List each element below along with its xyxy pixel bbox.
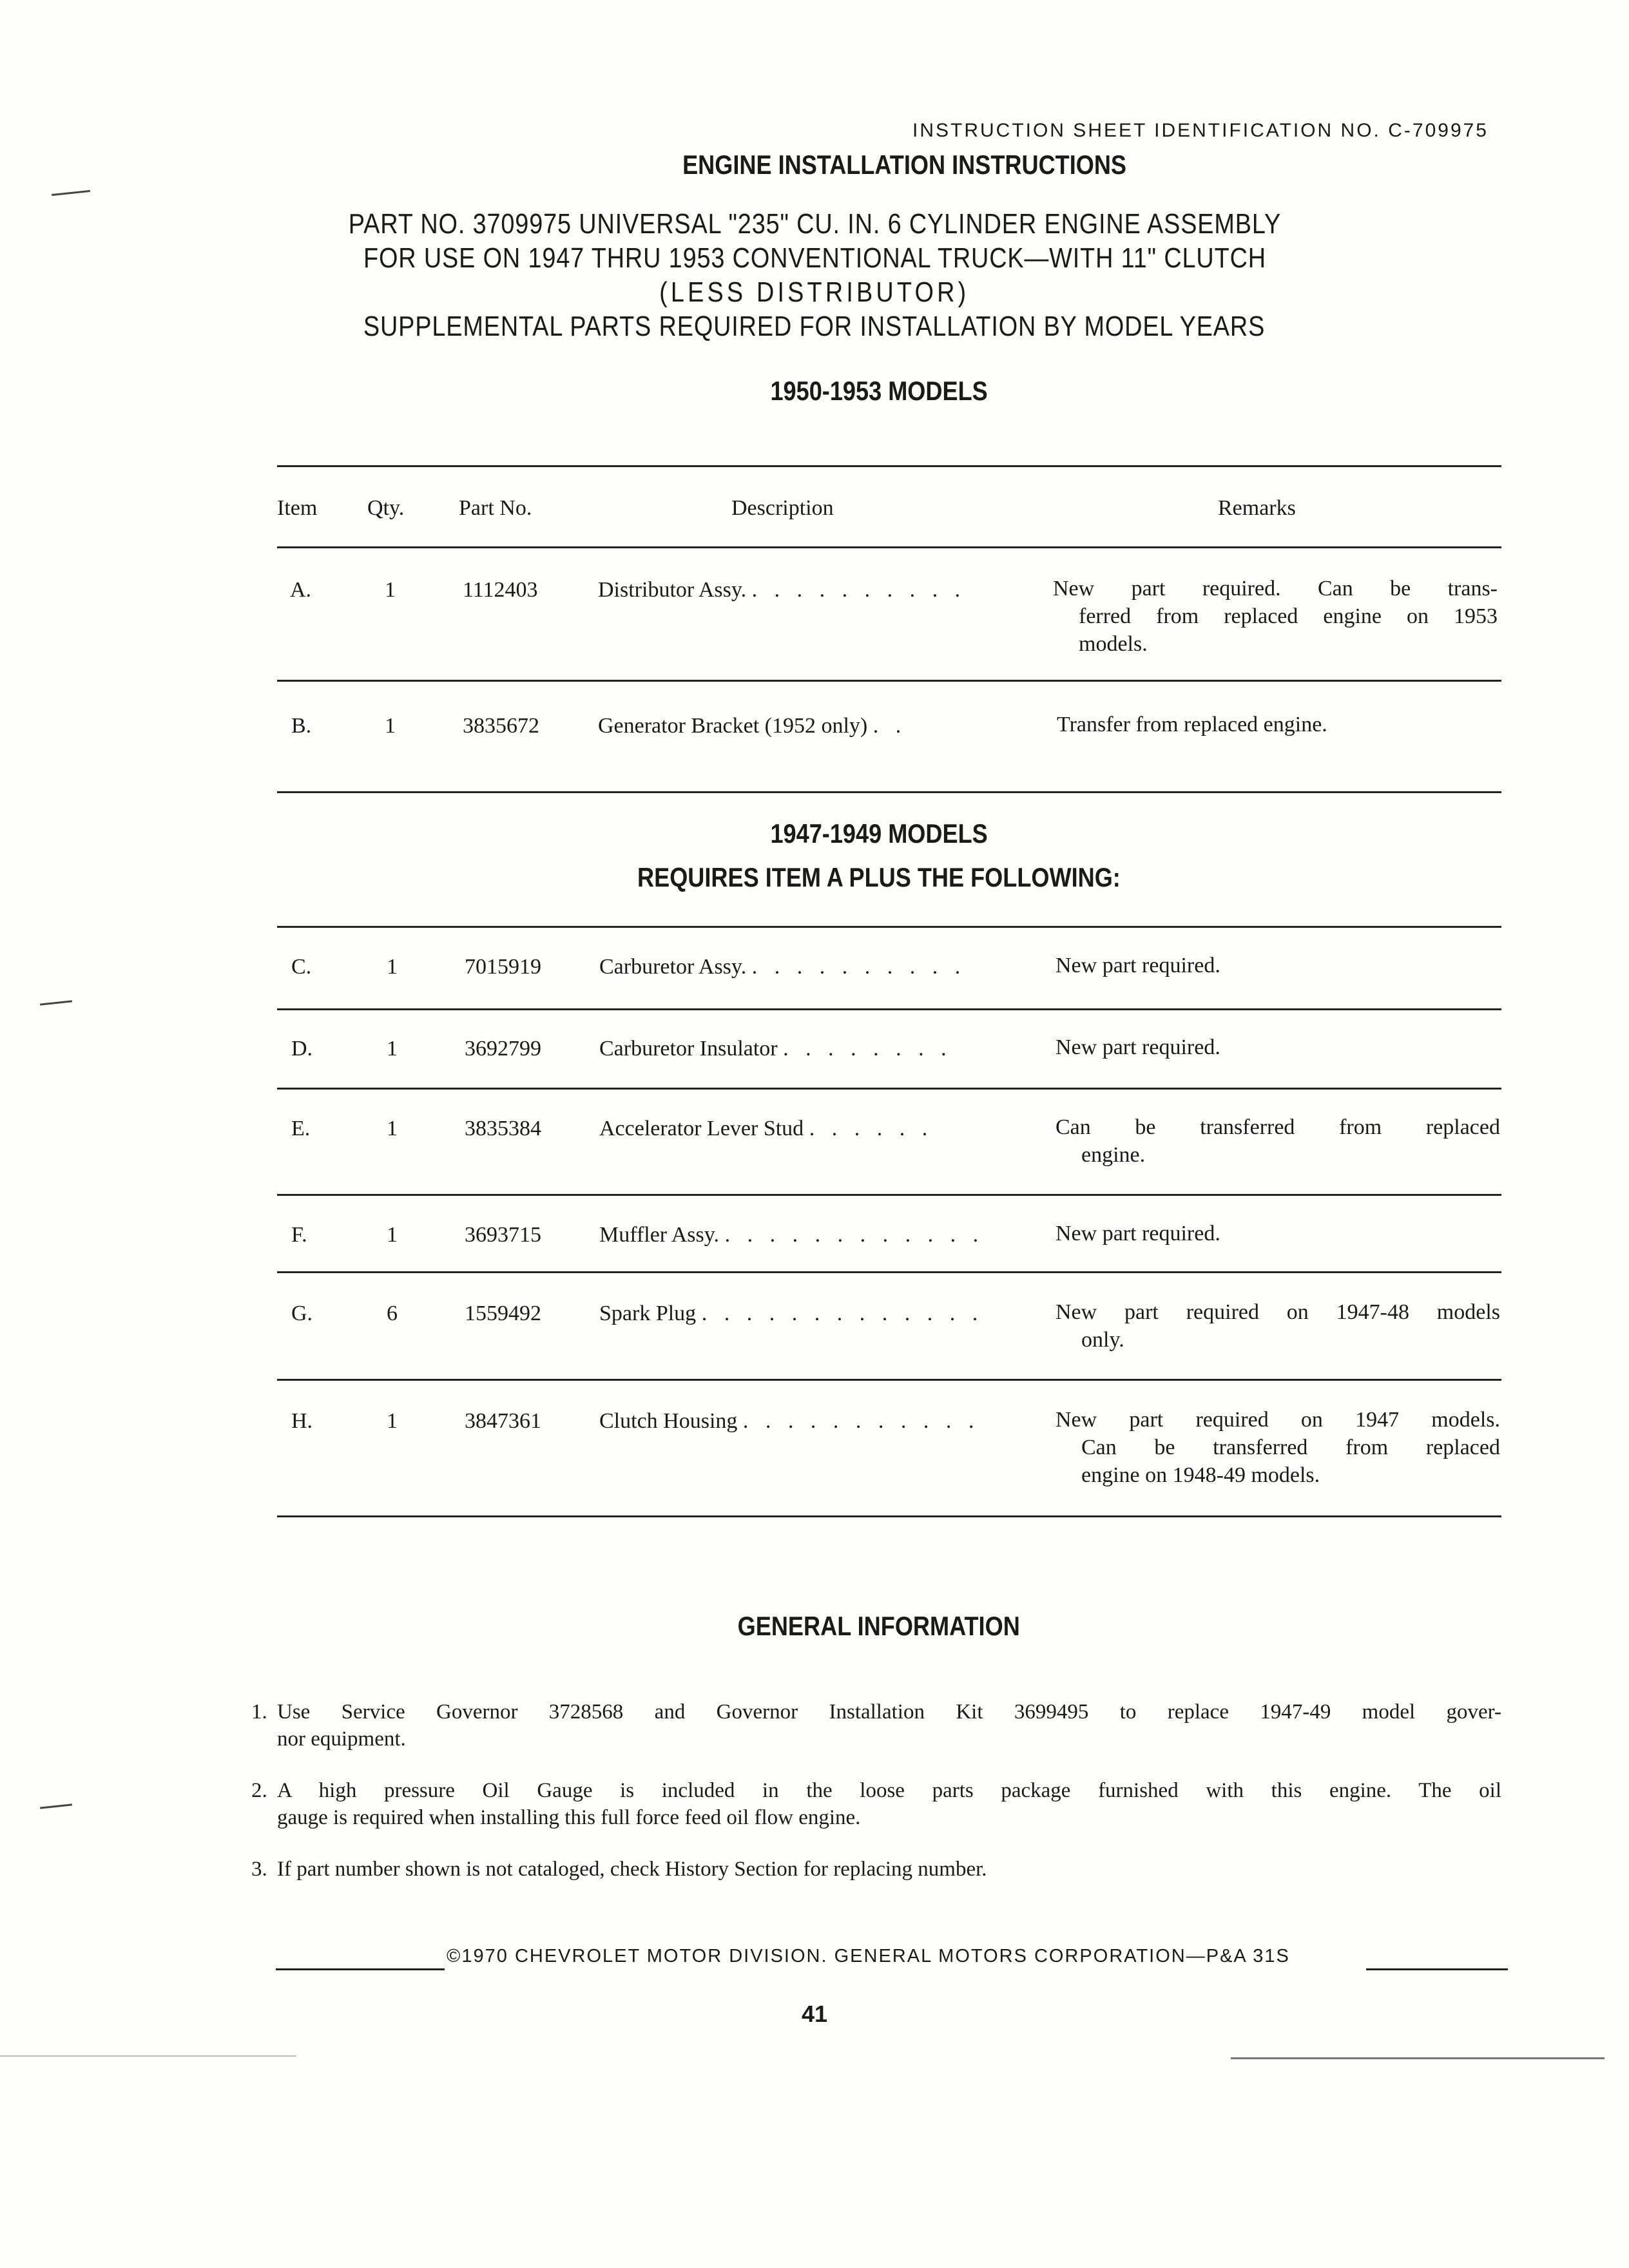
col-header-qty: Qty. xyxy=(367,496,405,520)
item-part-no: 3835672 xyxy=(463,714,539,738)
scan-edge-line xyxy=(1231,2057,1605,2059)
item-letter: G. xyxy=(291,1302,313,1325)
item-remarks: New part required. xyxy=(1055,1035,1220,1059)
item-description: Muffler Assy. . . . . . . . . . . . . xyxy=(599,1223,985,1247)
general-info-item: 2. A high pressure Oil Gauge is included in the loose parts package furnished with this engine. The oil gauge is required when installing this full force feed oil flow engine. xyxy=(277,1777,1501,1831)
subtitle-line-1: PART NO. 3709975 UNIVERSAL "235" CU. IN. 6 CYLINDER ENGINE ASSEMBLY xyxy=(348,208,1281,240)
item-remarks: New part required. Can be trans- ferred from replaced engine on 1953 models. xyxy=(1053,577,1498,656)
sheet-identification: INSTRUCTION SHEET IDENTIFICATION NO. C-709975 xyxy=(912,120,1489,141)
item-letter: E. xyxy=(291,1117,311,1140)
item-qty: 1 xyxy=(387,1223,398,1247)
item-part-no: 3847361 xyxy=(465,1409,541,1433)
row-rule xyxy=(277,1088,1501,1090)
footer-copyright: ©1970 CHEVROLET MOTOR DIVISION. GENERAL MOTORS CORPORATION—P&A 31S xyxy=(447,1946,1290,1966)
item-qty: 1 xyxy=(387,1037,398,1061)
item-letter: A. xyxy=(290,578,312,602)
item-qty: 6 xyxy=(387,1302,398,1325)
col-header-description: Description xyxy=(731,496,834,520)
section-1947-1949-title: 1947-1949 MODELS xyxy=(770,818,988,849)
item-remarks: New part required. xyxy=(1055,1222,1220,1245)
item-part-no: 1559492 xyxy=(465,1302,541,1325)
item-letter: C. xyxy=(291,955,312,979)
general-info-item: 1. Use Service Governor 3728568 and Governor Installation Kit 3699495 to replace 1947-49 model gover- nor equipment. xyxy=(277,1698,1501,1753)
general-info-number: 1. xyxy=(251,1700,267,1724)
subtitle-line-3: (LESS DISTRIBUTOR) xyxy=(659,276,970,308)
table-top-rule xyxy=(277,926,1501,928)
item-remarks: Can be transferred from replaced engine. xyxy=(1055,1115,1500,1167)
row-rule xyxy=(277,1194,1501,1196)
general-info-number: 3. xyxy=(251,1858,267,1881)
item-letter: H. xyxy=(291,1409,313,1433)
item-qty: 1 xyxy=(385,714,396,738)
item-letter: B. xyxy=(291,714,312,738)
footer-rule-left xyxy=(276,1968,445,1970)
item-part-no: 7015919 xyxy=(465,955,541,979)
subtitle-line-4: SUPPLEMENTAL PARTS REQUIRED FOR INSTALLATION BY MODEL YEARS xyxy=(363,311,1266,342)
row-rule xyxy=(277,1379,1501,1381)
item-remarks: New part required on 1947 models. Can be transferred from replaced engine on 1948-49 models. xyxy=(1055,1408,1500,1487)
general-info-item: 3. If part number shown is not cataloged, check History Section for replacing number. xyxy=(277,1856,1501,1883)
row-rule xyxy=(277,1271,1501,1273)
col-header-item: Item xyxy=(277,496,318,520)
item-letter: D. xyxy=(291,1037,313,1061)
header-rule xyxy=(277,546,1501,548)
scan-edge-line xyxy=(0,2055,296,2057)
row-rule xyxy=(277,680,1501,682)
item-description: Carburetor Insulator . . . . . . . . xyxy=(599,1037,952,1061)
item-part-no: 3692799 xyxy=(465,1037,541,1061)
item-qty: 1 xyxy=(387,1409,398,1433)
page-title: ENGINE INSTALLATION INSTRUCTIONS xyxy=(682,149,1127,180)
general-info-number: 2. xyxy=(251,1779,267,1802)
general-information-title: GENERAL INFORMATION xyxy=(737,1611,1021,1641)
item-description: Spark Plug . . . . . . . . . . . . . xyxy=(599,1302,984,1325)
footer-rule-right xyxy=(1366,1968,1508,1970)
item-letter: F. xyxy=(291,1223,307,1247)
item-remarks: New part required. xyxy=(1055,954,1220,977)
table-bottom-rule xyxy=(277,1515,1501,1517)
col-header-part-no: Part No. xyxy=(459,496,532,520)
item-qty: 1 xyxy=(387,955,398,979)
page-number: 41 xyxy=(801,2001,828,2027)
row-rule xyxy=(277,1008,1501,1010)
section-1950-1953-title: 1950-1953 MODELS xyxy=(770,376,988,406)
item-description: Clutch Housing . . . . . . . . . . . xyxy=(599,1409,980,1433)
subtitle-line-2: FOR USE ON 1947 THRU 1953 CONVENTIONAL TRUCK—WITH 11" CLUTCH xyxy=(363,242,1266,274)
item-part-no: 1112403 xyxy=(463,578,538,602)
margin-mark xyxy=(40,1000,72,1005)
table-top-rule xyxy=(277,465,1501,467)
item-description: Distributor Assy. . . . . . . . . . . xyxy=(598,578,967,602)
table-bottom-rule xyxy=(277,791,1501,793)
item-part-no: 3835384 xyxy=(465,1117,541,1140)
item-qty: 1 xyxy=(387,1117,398,1140)
item-part-no: 3693715 xyxy=(465,1223,541,1247)
item-description: Carburetor Assy. . . . . . . . . . . xyxy=(599,955,967,979)
item-description: Generator Bracket (1952 only) . . xyxy=(598,714,907,738)
item-description: Accelerator Lever Stud . . . . . . xyxy=(599,1117,934,1140)
col-header-remarks: Remarks xyxy=(1218,496,1296,520)
item-remarks: New part required on 1947-48 models only. xyxy=(1055,1300,1500,1352)
item-remarks: Transfer from replaced engine. xyxy=(1057,713,1327,736)
item-qty: 1 xyxy=(385,578,396,602)
margin-mark xyxy=(52,190,90,196)
margin-mark xyxy=(40,1803,72,1809)
section-1947-1949-subtitle: REQUIRES ITEM A PLUS THE FOLLOWING: xyxy=(637,862,1121,892)
